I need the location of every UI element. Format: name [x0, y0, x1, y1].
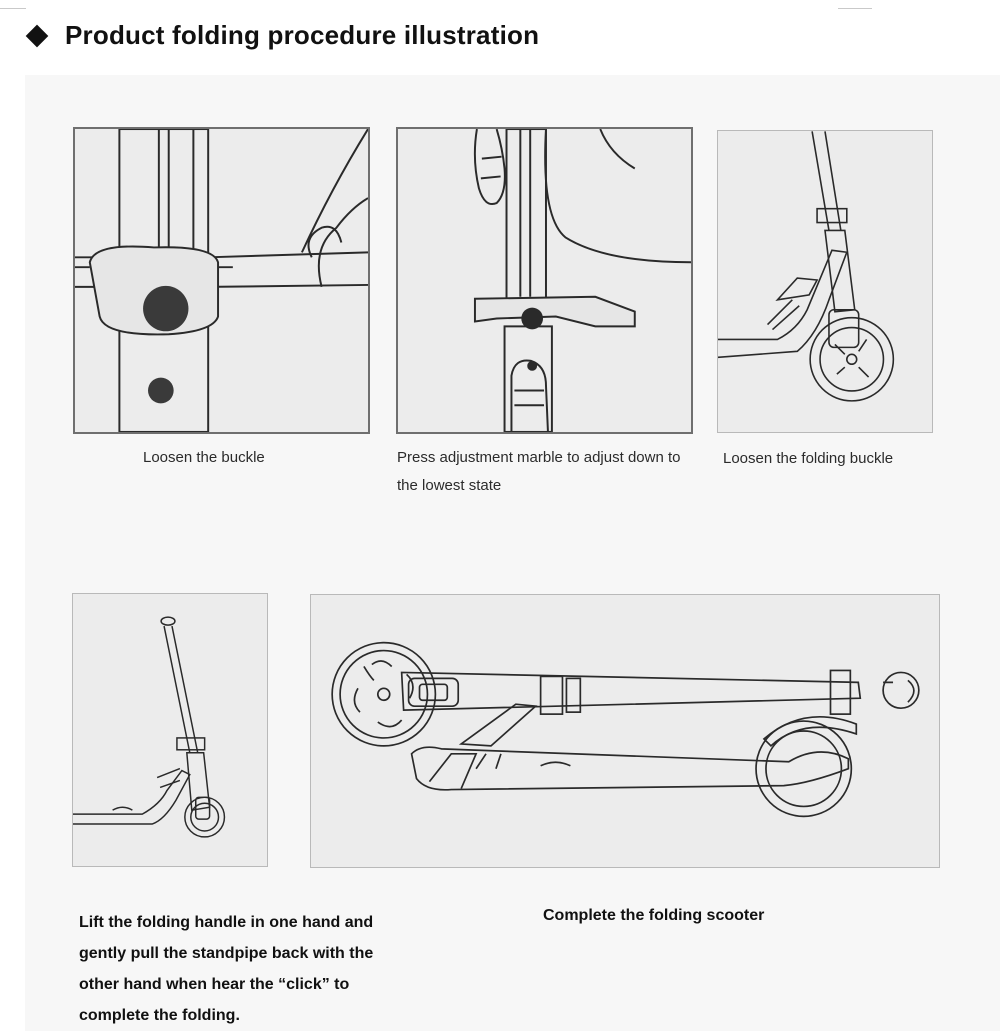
adjustment-marble	[521, 308, 543, 330]
step-3-caption: Loosen the folding buckle	[723, 450, 894, 467]
handlebar-grip	[161, 617, 175, 625]
illustration-loosen-buckle	[73, 127, 370, 434]
stem-clamp	[830, 670, 850, 714]
illustration-folded-scooter	[310, 594, 940, 868]
step-5-caption: Complete the folding scooter	[543, 907, 765, 924]
corner-mark-right	[838, 0, 872, 9]
folded-stem	[402, 672, 861, 710]
adjustment-marble-drawing	[398, 129, 691, 432]
illustration-lift-handle	[72, 593, 268, 867]
step-4-caption: Lift the folding handle in one hand and gently pull the standpipe back with the other hand when hear the “click” to complete the folding.	[79, 914, 374, 1024]
step-1-caption: Loosen the buckle	[143, 449, 265, 466]
folded-scooter-drawing	[311, 595, 939, 867]
illustration-adjustment-marble	[396, 127, 693, 434]
illustration-folding-buckle	[717, 130, 933, 433]
corner-mark-left	[0, 0, 26, 9]
diamond-bullet-icon	[26, 24, 49, 47]
buckle-knob	[143, 286, 188, 331]
rear-wheel	[756, 721, 851, 816]
folding-buckle-drawing	[718, 131, 932, 432]
lift-handle-drawing	[73, 594, 267, 866]
clamp-collar	[475, 297, 635, 327]
buckle-closeup-drawing	[75, 129, 368, 432]
step-2-caption: Press adjustment marble to adjust down to the lowest state	[397, 449, 681, 494]
page-title: Product folding procedure illustration	[65, 20, 540, 50]
section-header	[22, 20, 539, 51]
adjust-hole	[148, 378, 174, 404]
